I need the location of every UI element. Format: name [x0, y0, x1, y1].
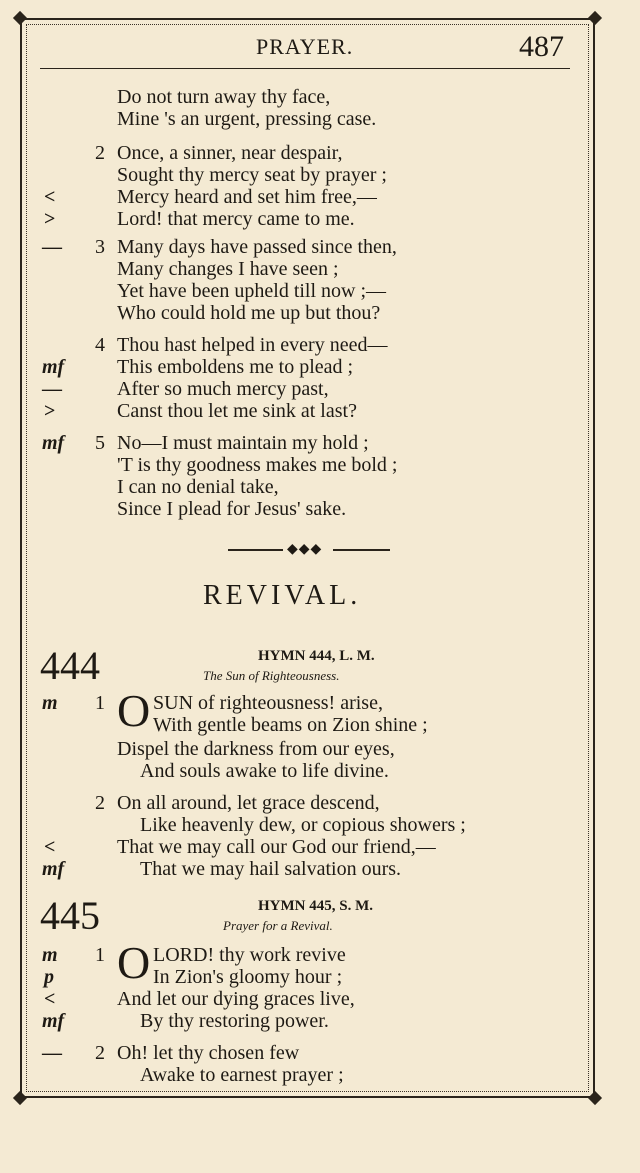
ornament-rule-left [228, 549, 283, 551]
verse-line: Mercy heard and set him free,— [117, 186, 377, 208]
verse-line: Once, a sinner, near despair, [117, 142, 343, 164]
ornament-rule-right [333, 549, 390, 551]
verse-line: With gentle beams on Zion shine ; [153, 714, 428, 736]
verse-number: 5 [95, 432, 105, 454]
verse-line: And let our dying graces live, [117, 988, 355, 1010]
dynamic-mark: mf [42, 432, 65, 454]
dynamic-mark: > [44, 400, 56, 422]
verse-line: No—I must maintain my hold ; [117, 432, 369, 454]
section-title: REVIVAL. [203, 580, 362, 611]
verse-number: 2 [95, 792, 105, 814]
verse-line: I can no denial take, [117, 476, 279, 498]
dynamic-mark: mf [42, 1010, 65, 1032]
verse-line: Thou hast helped in every need— [117, 334, 388, 356]
verse-line: Canst thou let me sink at last? [117, 400, 357, 422]
verse-line: Lord! that mercy came to me. [117, 208, 355, 230]
hymn-heading: HYMN 445, S. M. [258, 898, 373, 914]
verse-line: Many days have passed since then, [117, 236, 397, 258]
dynamic-mark: m [42, 692, 58, 714]
verse-line: Like heavenly dew, or copious showers ; [140, 814, 466, 836]
verse-number: 1 [95, 692, 105, 714]
verse-number: 2 [95, 142, 105, 164]
hymn-subtitle: Prayer for a Revival. [223, 918, 333, 933]
dynamic-mark: m [42, 944, 58, 966]
running-head: PRAYER. [256, 34, 354, 59]
dynamic-mark: < [44, 988, 56, 1010]
hymn-number: 444 [40, 643, 100, 688]
verse-line: Yet have been upheld till now ;— [117, 280, 387, 302]
verse-line: LORD! thy work revive [153, 944, 346, 966]
verse-line: Who could hold me up but thou? [117, 302, 381, 324]
verse-line: This emboldens me to plead ; [117, 356, 354, 378]
verse-number: 3 [95, 236, 105, 258]
verse-line: After so much mercy past, [117, 378, 329, 400]
verse-line: On all around, let grace descend, [117, 792, 380, 814]
verse-line: Do not turn away thy face, [117, 86, 331, 108]
dynamic-mark: — [42, 1042, 62, 1064]
verse-number: 4 [95, 334, 105, 356]
dynamic-mark: mf [42, 356, 65, 378]
verse-line: Oh! let thy chosen few [117, 1042, 300, 1064]
verse-line: Awake to earnest prayer ; [140, 1064, 344, 1086]
hymn-subtitle: The Sun of Righteousness. [203, 668, 340, 683]
verse-line: Many changes I have seen ; [117, 258, 339, 280]
verse-line: And souls awake to life divine. [140, 760, 389, 782]
verse-line: That we may call our God our friend,— [117, 836, 436, 858]
verse-line: Sought thy mercy seat by prayer ; [117, 164, 387, 186]
dynamic-mark: — [42, 378, 62, 400]
hymn-heading: HYMN 444, L. M. [258, 648, 375, 664]
verse-number: 2 [95, 1042, 105, 1064]
drop-cap: O [117, 685, 151, 736]
verse-line: In Zion's gloomy hour ; [153, 966, 343, 988]
verse-line: SUN of righteousness! arise, [153, 692, 383, 714]
hymn-number: 445 [40, 893, 100, 938]
verse-line: Dispel the darkness from our eyes, [117, 738, 395, 760]
dynamic-mark: p [44, 966, 54, 988]
verse-line: Since I plead for Jesus' sake. [117, 498, 347, 520]
verse-line: That we may hail salvation ours. [140, 858, 402, 880]
verse-line: 'T is thy goodness makes me bold ; [117, 454, 398, 476]
header-rule [40, 68, 570, 69]
verse-number: 1 [95, 944, 105, 966]
dynamic-mark: > [44, 208, 56, 230]
dynamic-mark: — [42, 236, 62, 258]
drop-cap: O [117, 937, 151, 988]
dynamic-mark: < [44, 836, 56, 858]
dynamic-mark: < [44, 186, 56, 208]
verse-line: By thy restoring power. [140, 1010, 329, 1032]
dynamic-mark: mf [42, 858, 65, 880]
ornament: ◆◆◆ [287, 541, 323, 557]
page-number: 487 [519, 30, 564, 63]
verse-line: Mine 's an urgent, pressing case. [117, 108, 377, 130]
